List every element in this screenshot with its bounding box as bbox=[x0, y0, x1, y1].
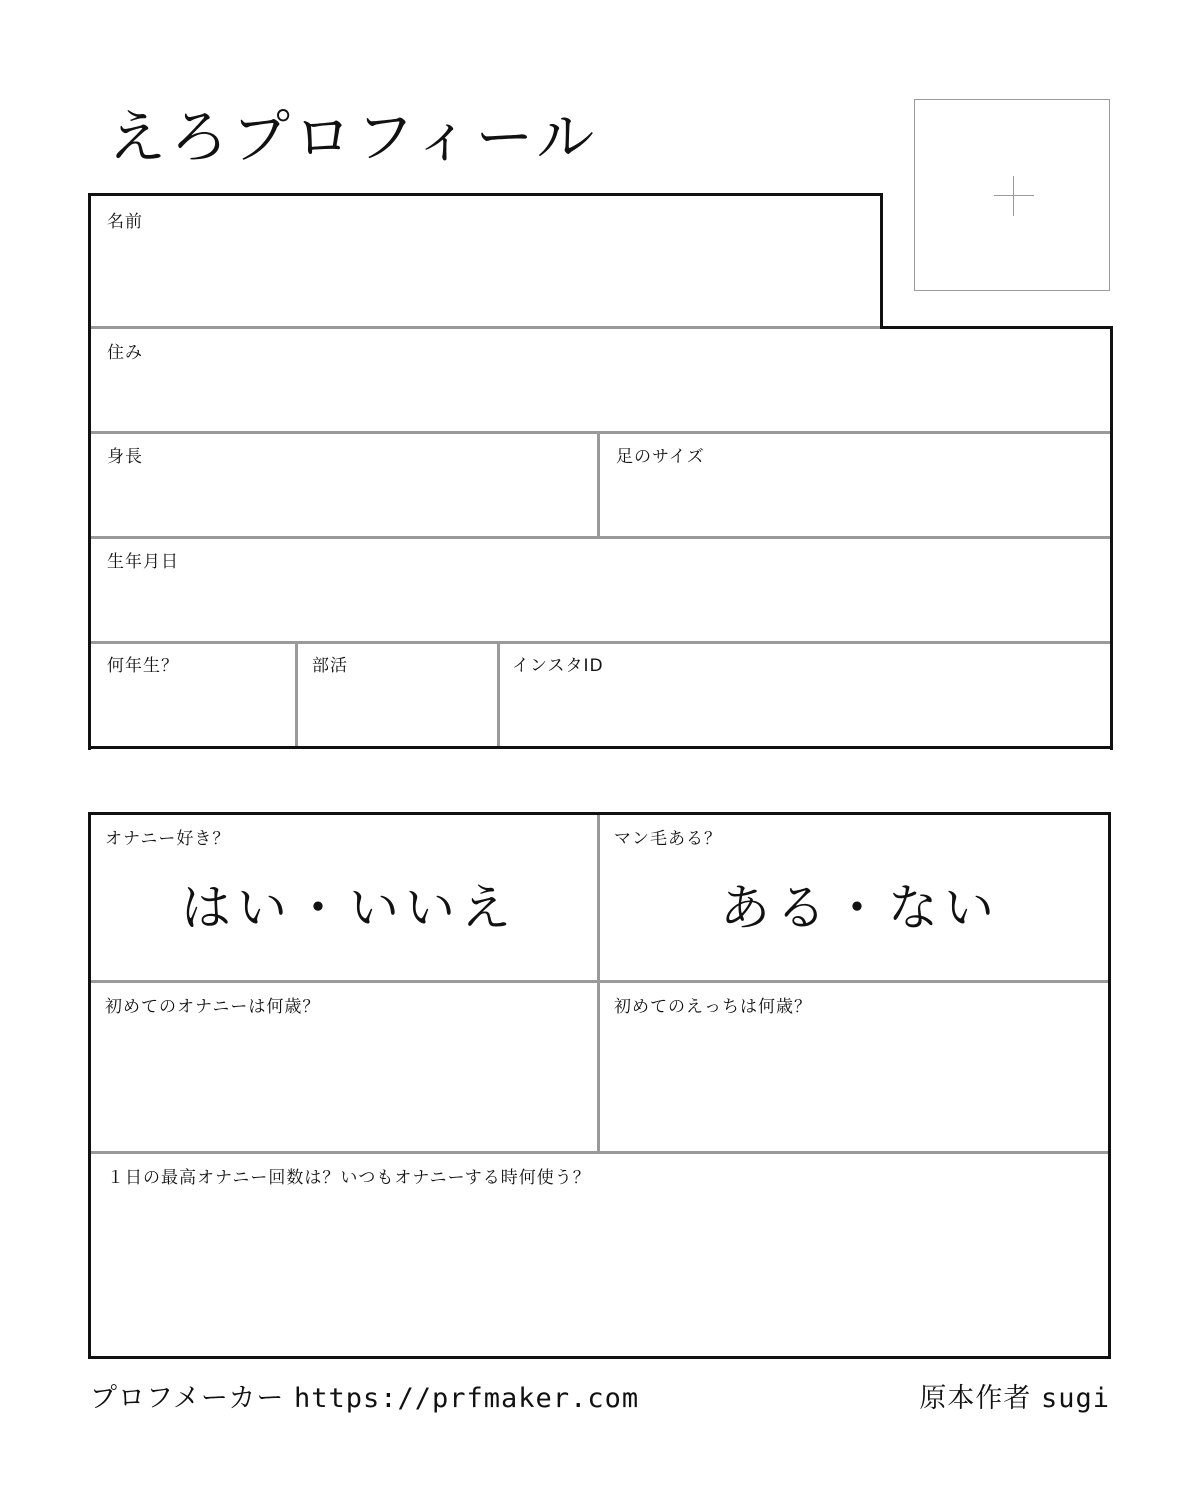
daily-record-label: １日の最高オナニー回数は？いつもオナニーする時何使う？ bbox=[107, 1168, 591, 1188]
maker-url-link[interactable]: https://prfmaker.com bbox=[293, 1383, 640, 1414]
foot-size-label: 足のサイズ bbox=[616, 447, 705, 467]
maker-label: プロフメーカー bbox=[90, 1383, 285, 1414]
plus-icon-vertical bbox=[1013, 176, 1014, 216]
plus-icon bbox=[994, 195, 1034, 196]
first-masturbation-age-field[interactable] bbox=[91, 983, 597, 1151]
yes-no-choices[interactable]: はい・いいえ bbox=[181, 879, 517, 937]
birthday-field[interactable] bbox=[91, 539, 1110, 641]
footer-author bbox=[919, 1376, 1110, 1415]
masturbation-question-label: オナニー好き？ bbox=[105, 829, 231, 849]
club-field[interactable] bbox=[298, 644, 497, 746]
height-field[interactable] bbox=[91, 434, 597, 536]
masturbation-question-cell[interactable] bbox=[91, 815, 597, 980]
grade-label: 何年生？ bbox=[107, 656, 179, 676]
author-name: sugi bbox=[1040, 1383, 1110, 1414]
residence-field[interactable] bbox=[91, 329, 1110, 431]
birthday-label: 生年月日 bbox=[107, 552, 179, 572]
residence-label: 住み bbox=[107, 343, 143, 363]
page-title: えろプロフィール bbox=[108, 103, 599, 171]
author-label: 原本作者 bbox=[919, 1383, 1032, 1414]
daily-record-field[interactable] bbox=[91, 1154, 1108, 1356]
name-label: 名前 bbox=[107, 212, 143, 232]
club-label: 部活 bbox=[312, 656, 348, 676]
footer-maker bbox=[90, 1376, 639, 1415]
name-field[interactable] bbox=[91, 196, 880, 326]
first-sex-age-field[interactable] bbox=[600, 983, 1108, 1151]
pubic-hair-question-label: マン毛ある？ bbox=[614, 829, 722, 849]
instagram-label: インスタID bbox=[512, 656, 604, 676]
grade-field[interactable] bbox=[91, 644, 295, 746]
have-not-choices[interactable]: ある・ない bbox=[720, 879, 1000, 937]
first-masturbation-age-label: 初めてのオナニーは何歳？ bbox=[105, 997, 321, 1017]
height-label: 身長 bbox=[107, 447, 143, 467]
foot-size-field[interactable] bbox=[600, 434, 1110, 536]
instagram-field[interactable] bbox=[500, 644, 1110, 746]
first-sex-age-label: 初めてのえっちは何歳？ bbox=[614, 997, 812, 1017]
pubic-hair-question-cell[interactable] bbox=[600, 815, 1108, 980]
photo-upload-box[interactable] bbox=[914, 99, 1110, 291]
